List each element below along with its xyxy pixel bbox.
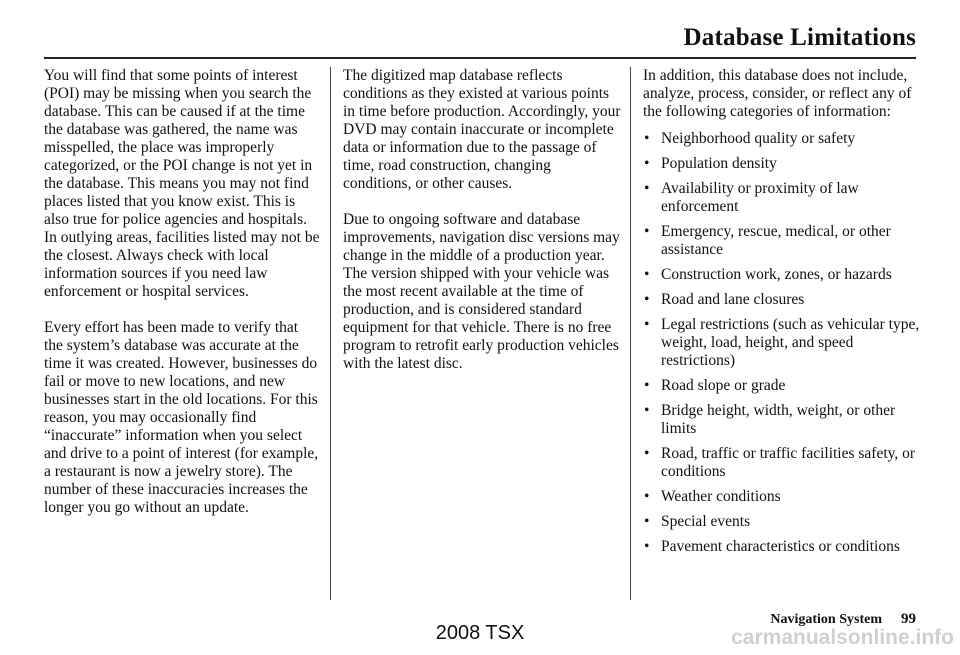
bullet-icon: • — [644, 513, 650, 530]
column-2 — [343, 67, 621, 391]
bullet-icon: • — [644, 377, 650, 394]
column-divider — [330, 67, 331, 600]
list-item — [643, 513, 923, 531]
list-item-text: Construction work, zones, or hazards — [661, 266, 892, 283]
list-item — [643, 155, 923, 173]
list-item — [643, 291, 923, 309]
list-item-text: Road, traffic or traffic facilities safety, or conditions — [661, 445, 916, 480]
footer-section-title: Navigation System — [770, 612, 882, 627]
bullet-icon: • — [644, 402, 650, 419]
list-item-text: Road and lane closures — [661, 291, 805, 308]
list-item — [643, 402, 923, 438]
list-item-text: Weather conditions — [661, 488, 781, 505]
bullet-icon: • — [644, 180, 650, 197]
limitations-list — [643, 130, 923, 556]
list-item-text: Neighborhood quality or safety — [661, 130, 856, 147]
list-item-text: Special events — [661, 513, 751, 530]
list-item-text: Population density — [661, 155, 777, 172]
list-item-text: Road slope or grade — [661, 377, 786, 394]
list-item — [643, 538, 923, 556]
list-item-text: Availability or proximity of law enforcement — [661, 180, 859, 215]
model-watermark: 2008 TSX — [435, 622, 525, 644]
bullet-icon: • — [644, 291, 650, 308]
list-item — [643, 223, 923, 259]
column-1 — [44, 67, 320, 535]
list-item — [643, 266, 923, 284]
list-item — [643, 130, 923, 148]
bullet-icon: • — [644, 488, 650, 505]
paragraph: Due to ongoing software and database improvements, navigation disc versions may change in the middle of a production year. The version shipped with your vehicle was the most recent available at the time of production, and is considered standard equipment for that vehicle. There is no free program to retrofit early production vehicles with the latest disc. — [343, 211, 620, 372]
paragraph: The digitized map database reflects conditions as they existed at various points in time before production. Accordingly, your DVD may contain inaccurate or incomplete data or information due to the passage of time, road construction, changing conditions, or other causes. — [343, 67, 621, 192]
site-watermark: carmanualsonline.info — [731, 626, 954, 649]
bullet-icon: • — [644, 316, 650, 333]
list-item-text: Pavement characteristics or conditions — [661, 538, 900, 555]
page-title: Database Limitations — [683, 24, 916, 51]
list-item-text: Emergency, rescue, medical, or other assistance — [661, 223, 891, 258]
list-item — [643, 488, 923, 506]
bullet-icon: • — [644, 223, 650, 240]
list-item — [643, 180, 923, 216]
bullet-icon: • — [644, 538, 650, 555]
list-item — [643, 377, 923, 395]
paragraph: Every effort has been made to verify that the system’s database was accurate at the time it was created. However, businesses do fail or move to new locations, and new businesses start in the old locations. For this reason, you may occasionally find “inaccurate” information when you select and drive to a point of interest (for example, a restaurant is now a jewelry store). The number of these inaccuracies increases the longer you go without an update. — [44, 319, 319, 516]
bullet-icon: • — [644, 155, 650, 172]
list-intro: In addition, this database does not include, analyze, process, consider, or reflect any of the following categories of information: — [643, 67, 912, 120]
title-rule — [44, 57, 916, 59]
bullet-icon: • — [644, 445, 650, 462]
column-divider — [630, 67, 631, 600]
column-3 — [643, 67, 923, 563]
list-item-text: Legal restrictions (such as vehicular type, weight, load, height, and speed restrictions) — [661, 316, 920, 369]
bullet-icon: • — [644, 266, 650, 283]
paragraph: You will find that some points of interest (POI) may be missing when you search the database. This can be caused if at the time the database was gathered, the name was misspelled, the place was improperly categorized, or the POI change is not yet in the database. This means you may not find places listed that you know exist. This is also true for police agencies and hospitals. In outlying areas, facilities listed may not be the closest. Always check with local information sources if you need law enforcement or hospital services. — [44, 67, 320, 300]
bullet-icon: • — [644, 130, 650, 147]
list-item — [643, 316, 923, 370]
list-item — [643, 445, 923, 481]
page-number: 99 — [901, 611, 916, 627]
list-item-text: Bridge height, width, weight, or other limits — [661, 402, 896, 437]
